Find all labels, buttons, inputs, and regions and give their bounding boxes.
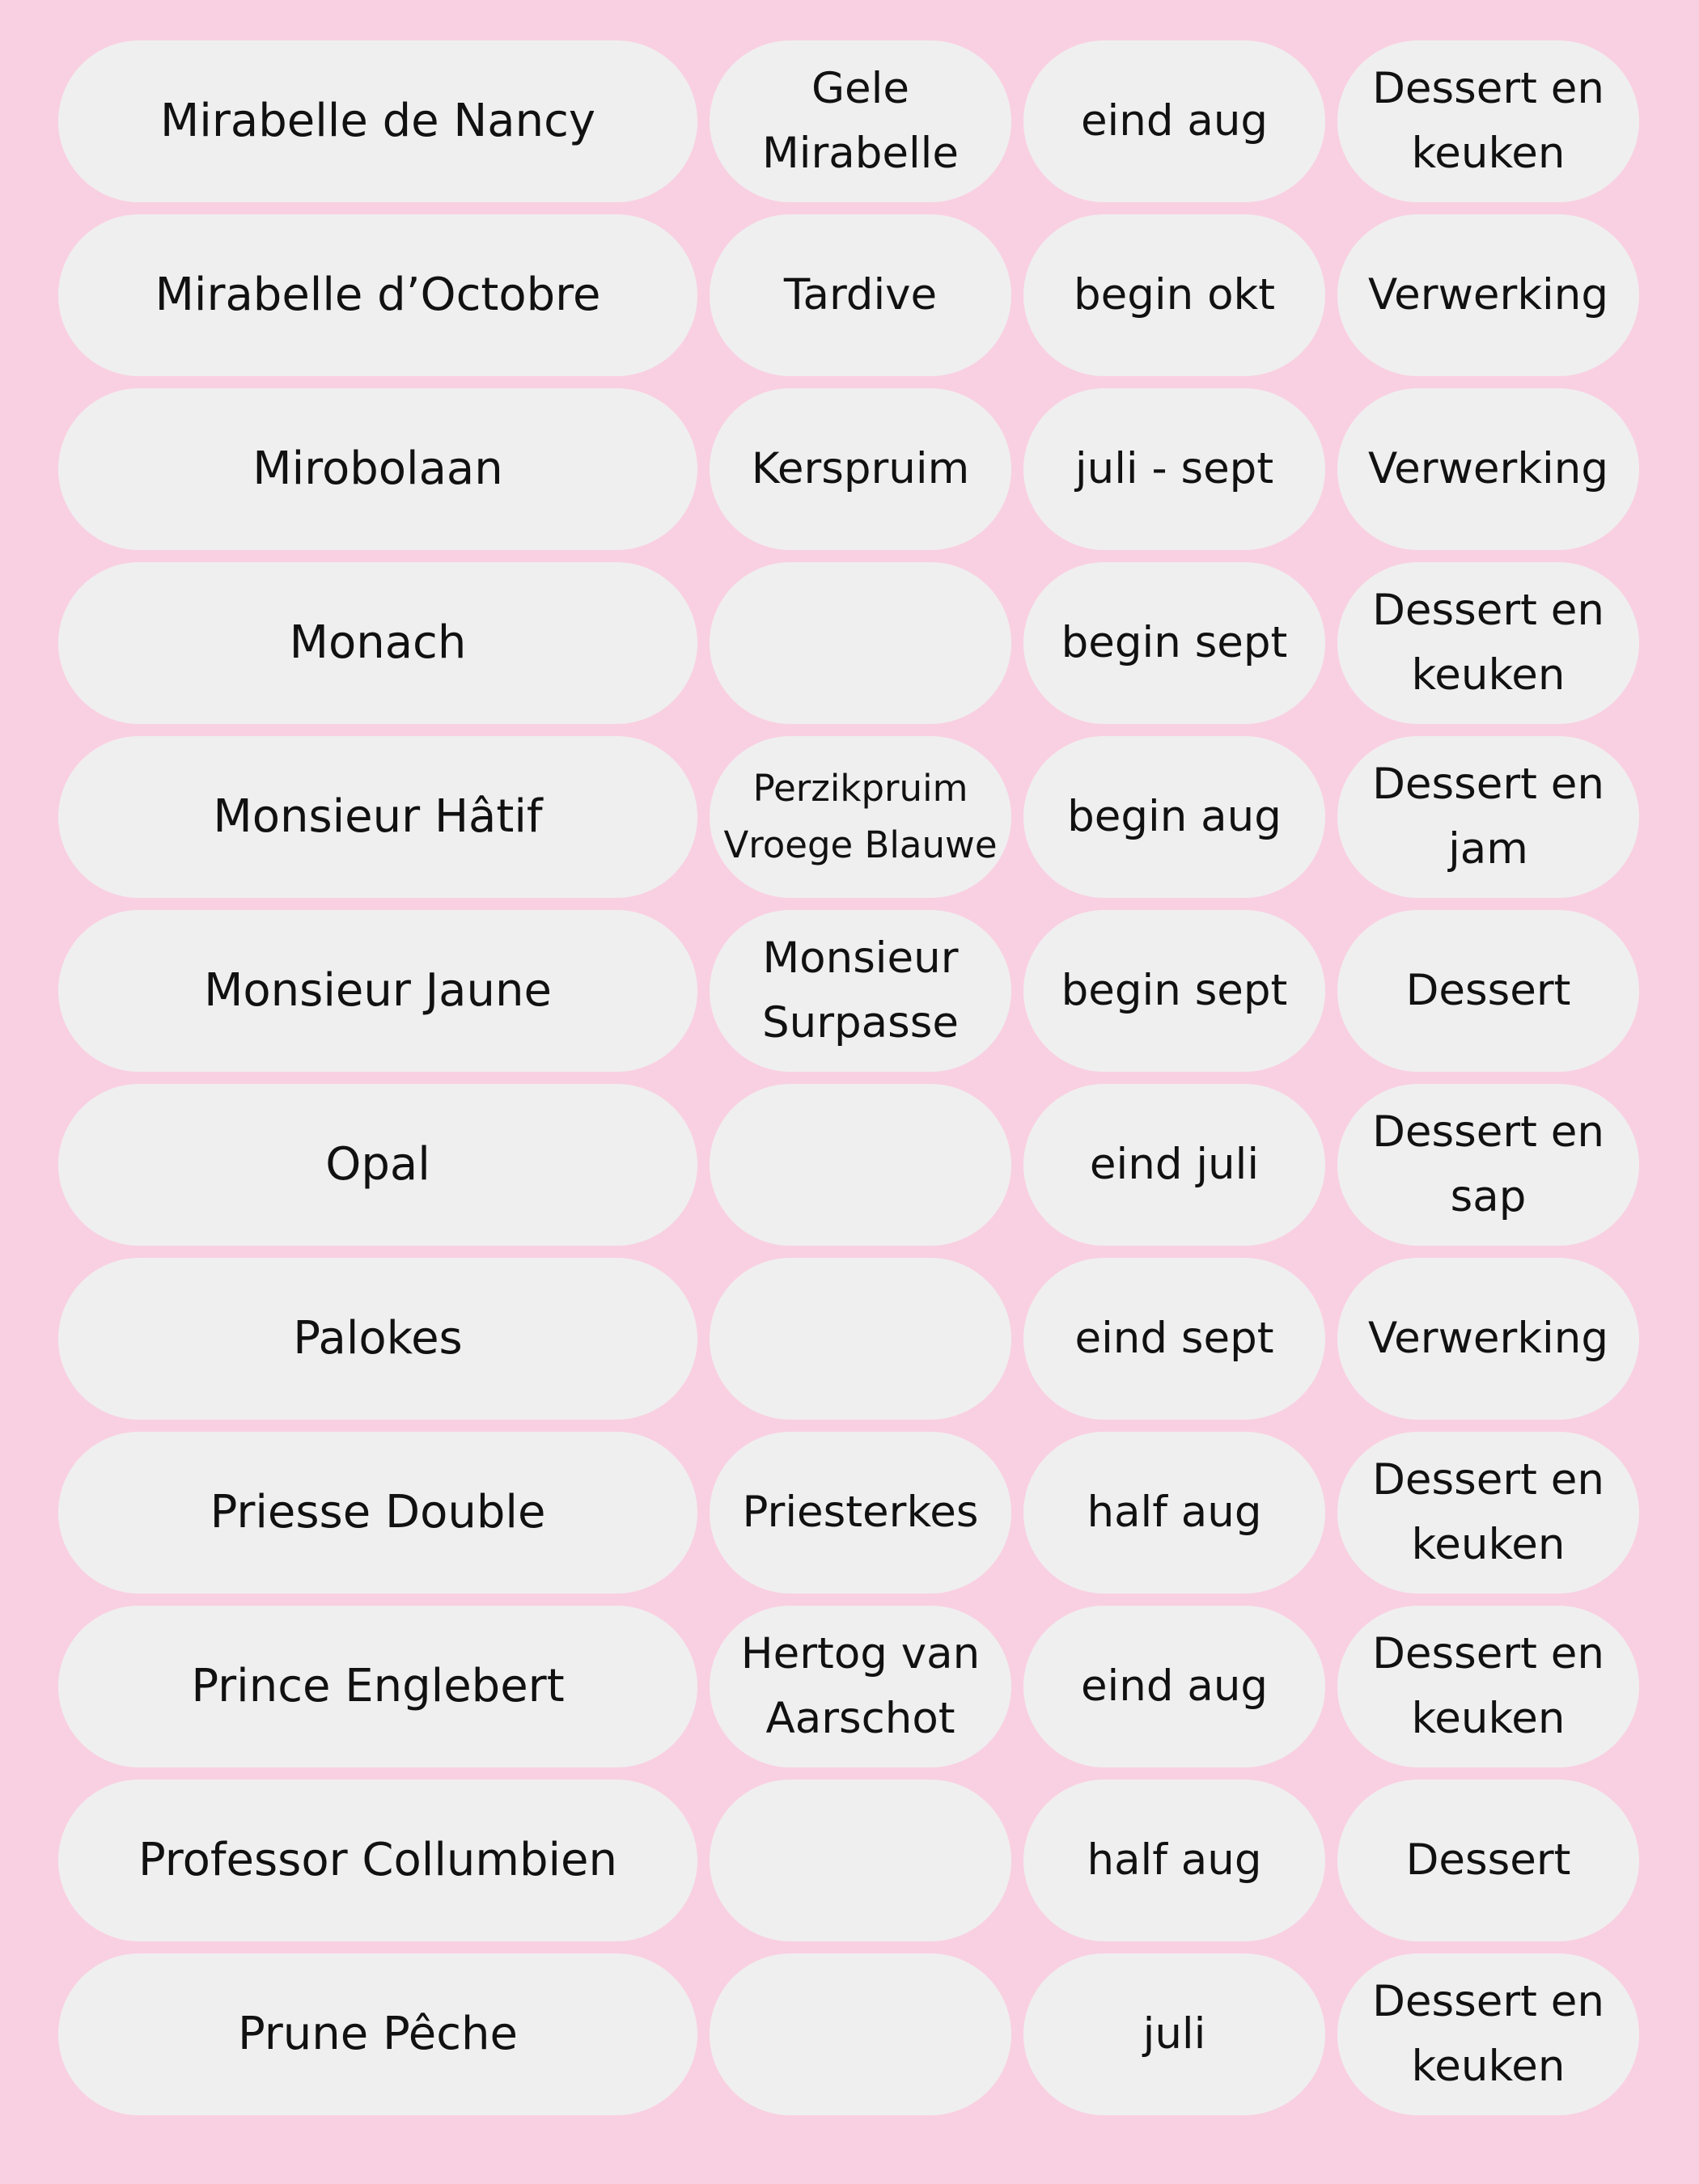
harvest-time-cell: half aug <box>1023 1432 1325 1594</box>
variety-name-cell: Opal <box>58 1084 697 1246</box>
harvest-time-cell: half aug <box>1023 1780 1325 1941</box>
table-row <box>58 562 1640 724</box>
variety-name-cell: Professor Collumbien <box>58 1780 697 1941</box>
variety-name-cell: Prince Englebert <box>58 1606 697 1767</box>
table-row <box>58 1258 1640 1420</box>
usage-cell: Verwerking <box>1337 214 1639 376</box>
table-row <box>58 214 1640 376</box>
table-row <box>58 388 1640 550</box>
variety-alias-cell: Perzikpruim Vroege Blauwe <box>710 736 1011 898</box>
table-row <box>58 1606 1640 1767</box>
variety-alias-cell: Monsieur Surpasse <box>710 910 1011 1072</box>
usage-cell: Dessert en jam <box>1337 736 1639 898</box>
variety-alias-cell <box>710 1258 1011 1420</box>
plum-variety-table <box>58 40 1640 2127</box>
harvest-time-cell: juli - sept <box>1023 388 1325 550</box>
table-row <box>58 1084 1640 1246</box>
variety-name-cell: Priesse Double <box>58 1432 697 1594</box>
variety-name-cell: Mirobolaan <box>58 388 697 550</box>
variety-name-cell: Prune Pêche <box>58 1953 697 2115</box>
variety-alias-cell: Gele Mirabelle <box>710 40 1011 202</box>
usage-cell: Dessert en sap <box>1337 1084 1639 1246</box>
variety-alias-cell <box>710 1780 1011 1941</box>
usage-cell: Dessert en keuken <box>1337 1953 1639 2115</box>
harvest-time-cell: juli <box>1023 1953 1325 2115</box>
variety-alias-cell: Tardive <box>710 214 1011 376</box>
variety-name-cell: Monsieur Jaune <box>58 910 697 1072</box>
usage-cell: Dessert <box>1337 910 1639 1072</box>
usage-cell: Dessert <box>1337 1780 1639 1941</box>
table-row <box>58 40 1640 202</box>
usage-cell: Dessert en keuken <box>1337 562 1639 724</box>
variety-name-cell: Mirabelle d’Octobre <box>58 214 697 376</box>
variety-alias-cell: Kerspruim <box>710 388 1011 550</box>
harvest-time-cell: eind aug <box>1023 1606 1325 1767</box>
usage-cell: Dessert en keuken <box>1337 40 1639 202</box>
harvest-time-cell: eind aug <box>1023 40 1325 202</box>
harvest-time-cell: begin sept <box>1023 562 1325 724</box>
table-row <box>58 1953 1640 2115</box>
variety-alias-cell: Priesterkes <box>710 1432 1011 1594</box>
harvest-time-cell: eind sept <box>1023 1258 1325 1420</box>
usage-cell: Dessert en keuken <box>1337 1606 1639 1767</box>
table-row <box>58 1432 1640 1594</box>
variety-alias-cell <box>710 1084 1011 1246</box>
variety-alias-cell: Hertog van Aarschot <box>710 1606 1011 1767</box>
table-row <box>58 736 1640 898</box>
usage-cell: Dessert en keuken <box>1337 1432 1639 1594</box>
variety-alias-cell <box>710 1953 1011 2115</box>
variety-name-cell: Monach <box>58 562 697 724</box>
harvest-time-cell: begin sept <box>1023 910 1325 1072</box>
variety-name-cell: Mirabelle de Nancy <box>58 40 697 202</box>
variety-name-cell: Monsieur Hâtif <box>58 736 697 898</box>
table-row <box>58 1780 1640 1941</box>
variety-alias-cell <box>710 562 1011 724</box>
usage-cell: Verwerking <box>1337 388 1639 550</box>
harvest-time-cell: begin okt <box>1023 214 1325 376</box>
usage-cell: Verwerking <box>1337 1258 1639 1420</box>
table-row <box>58 910 1640 1072</box>
harvest-time-cell: begin aug <box>1023 736 1325 898</box>
variety-name-cell: Palokes <box>58 1258 697 1420</box>
harvest-time-cell: eind juli <box>1023 1084 1325 1246</box>
